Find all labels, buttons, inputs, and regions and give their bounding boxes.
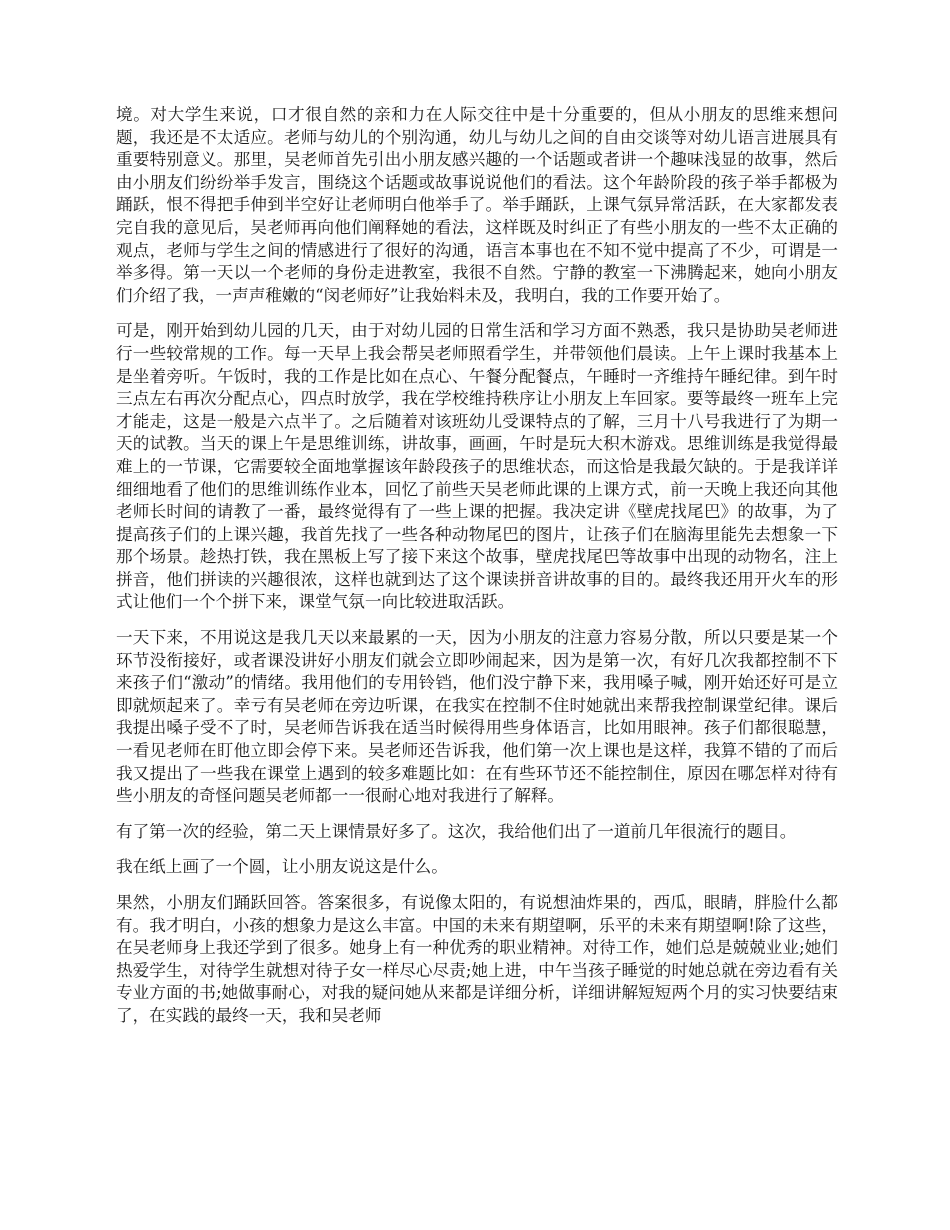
paragraph-3: 一天下来，不用说这是我几天以来最累的一天，因为小朋友的注意力容易分散，所以只要是某一个环节没衔接好，或者课没讲好小朋友们就会立即吵闹起来，因为是第一次，有好几次我都控制不下来孩子们“激动”的情绪。我用他们的专用铃铛，他们没宁静下来，我用嗓子喊，刚开始还好可是立即就烦起来了。幸亏有吴老师在旁边听课，在我实在控制不住时她就出来帮我控制课堂纪律。课后我提出嗓子受不了时，吴老师告诉我在适当时候得用些身体语言，比如用眼神。孩子们都很聪慧，一看见老师在盯他立即会停下来。吴老师还告诉我，他们第一次上课也是这样，我算不错的了而后我又提出了一些我在课堂上遇到的较多难题比如：在有些环节还不能控制住，原因在哪怎样对待有些小朋友的奇怪问题吴老师都一一很耐心地对我进行了解释。 bbox=[116, 628, 838, 806]
paragraph-1: 境。对大学生来说，口才很自然的亲和力在人际交往中是十分重要的，但从小朋友的思维来想问题，我还是不太适应。老师与幼儿的个别沟通，幼儿与幼儿之间的自由交谈等对幼儿语言进展具有重要特别意义。那里，吴老师首先引出小朋友感兴趣的一个话题或者讲一个趣味浅显的故事，然后由小朋友们纷纷举手发言，围绕这个话题或故事说说他们的看法。这个年龄阶段的孩子举手都极为踊跃，恨不得把手伸到半空好让老师明白他举手了。举手踊跃，上课气氛异常活跃，在大家都发表完自我的意见后，吴老师再向他们阐释她的看法，这样既及时纠正了有些小朋友的一些不太正确的观点，老师与学生之间的情感进行了很好的沟通，语言本事也在不知不觉中提高了不少，可谓是一举多得。第一天以一个老师的身份走进教室，我很不自然。宁静的教室一下沸腾起来，她向小朋友们介绍了我，一声声稚嫩的“闵老师好”让我始料未及，我明白，我的工作要开始了。 bbox=[116, 105, 838, 305]
paragraph-4: 有了第一次的经验，第二天上课情景好多了。这次，我给他们出了一道前几年很流行的题目。 bbox=[116, 821, 797, 841]
paragraph-5: 我在纸上画了一个圆，让小朋友说这是什么。 bbox=[116, 857, 448, 877]
document-body bbox=[116, 104, 838, 1041]
paragraph-2: 可是，刚开始到幼儿园的几天，由于对幼儿园的日常生活和学习方面不熟悉，我只是协助吴老师进行一些较常规的工作。每一天早上我会帮吴老师照看学生，并带领他们晨读。上午上课时我基本上是坐着旁听。午饭时，我的工作是比如在点心、午餐分配餐点，午睡时一齐维持午睡纪律。到午时三点左右再次分配点心，四点时放学，我在学校维持秩序让小朋友上车回家。要等最终一班车上完才能走，这是一般是六点半了。之后随着对该班幼儿受课特点的了解，三月十八号我进行了为期一天的试教。当天的课上午是思维训练，讲故事，画画，午时是玩大积木游戏。思维训练是我觉得最难上的一节课，它需要较全面地掌握该年龄段孩子的思维状态，而这恰是我最欠缺的。于是我详详细细地看了他们的思维训练作业本，回忆了前些天吴老师此课的上课方式，前一天晚上我还向其他老师长时间的请教了一番，最终觉得有了一些上课的把握。我决定讲《壁虎找尾巴》的故事，为了提高孩子们的上课兴趣，我首先找了一些各种动物尾巴的图片，让孩子们在脑海里能先去想象一下那个场景。趁热打铁，我在黑板上写了接下来这个故事，壁虎找尾巴等故事中出现的动物名，注上拼音，他们拼读的兴趣很浓，这样也就到达了这个课读拼音讲故事的目的。最终我还用开火车的形式让他们一个个拼下来，课堂气氛一向比较进取活跃。 bbox=[116, 321, 838, 612]
paragraph-6: 果然，小朋友们踊跃回答。答案很多，有说像太阳的，有说想油炸果的，西瓜，眼睛，胖脸什么都有。我才明白，小孩的想象力是这么丰富。中国的未来有期望啊，乐平的未来有期望啊!除了这些，在吴老师身上我还学到了很多。她身上有一种优秀的职业精神。对待工作，她们总是兢兢业业;她们热爱学生，对待学生就想对待子女一样尽心尽责;她上进，中午当孩子睡觉的时她总就在旁边看有关专业方面的书;她做事耐心，对我的疑问她从来都是详细分析，详细讲解短短两个月的实习快要结束了，在实践的最终一天，我和吴老师 bbox=[116, 893, 838, 1025]
